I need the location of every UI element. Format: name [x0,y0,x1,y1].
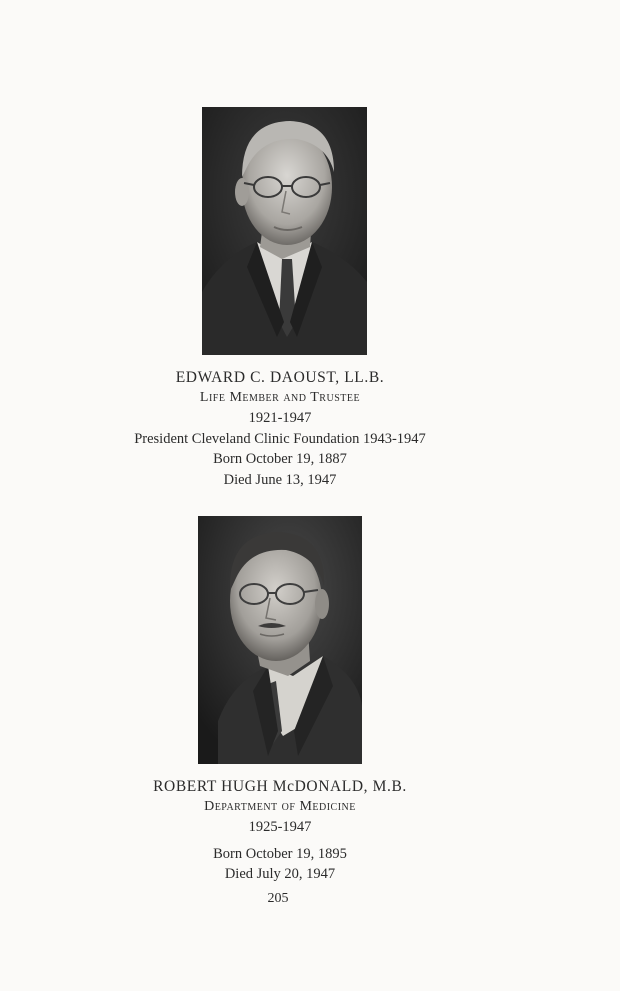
person-role: Department of Medicine [204,799,356,814]
service-years: 1921-1947 [248,410,312,426]
page-number: 205 [267,891,289,906]
portrait-photo-mcdonald [198,516,362,764]
service-years: 1925-1947 [248,819,312,835]
portrait-photo-daoust [202,107,367,355]
death-date: Died June 13, 1947 [223,471,337,488]
person-role: Life Member and Trustee [199,390,361,405]
death-date: Died July 20, 1947 [224,866,336,882]
birth-date: Born October 19, 1887 [213,451,347,467]
presidency-note: President Cleveland Clinic Foundation 1943-1947 [134,430,426,447]
caption-daoust [0,367,560,490]
birth-date: Born October 19, 1895 [213,845,347,862]
caption-mcdonald [0,776,560,885]
person-name: EDWARD C. DAOUST, LL.B. [175,369,385,386]
person-name: ROBERT HUGH McDONALD, M.B. [153,778,407,795]
